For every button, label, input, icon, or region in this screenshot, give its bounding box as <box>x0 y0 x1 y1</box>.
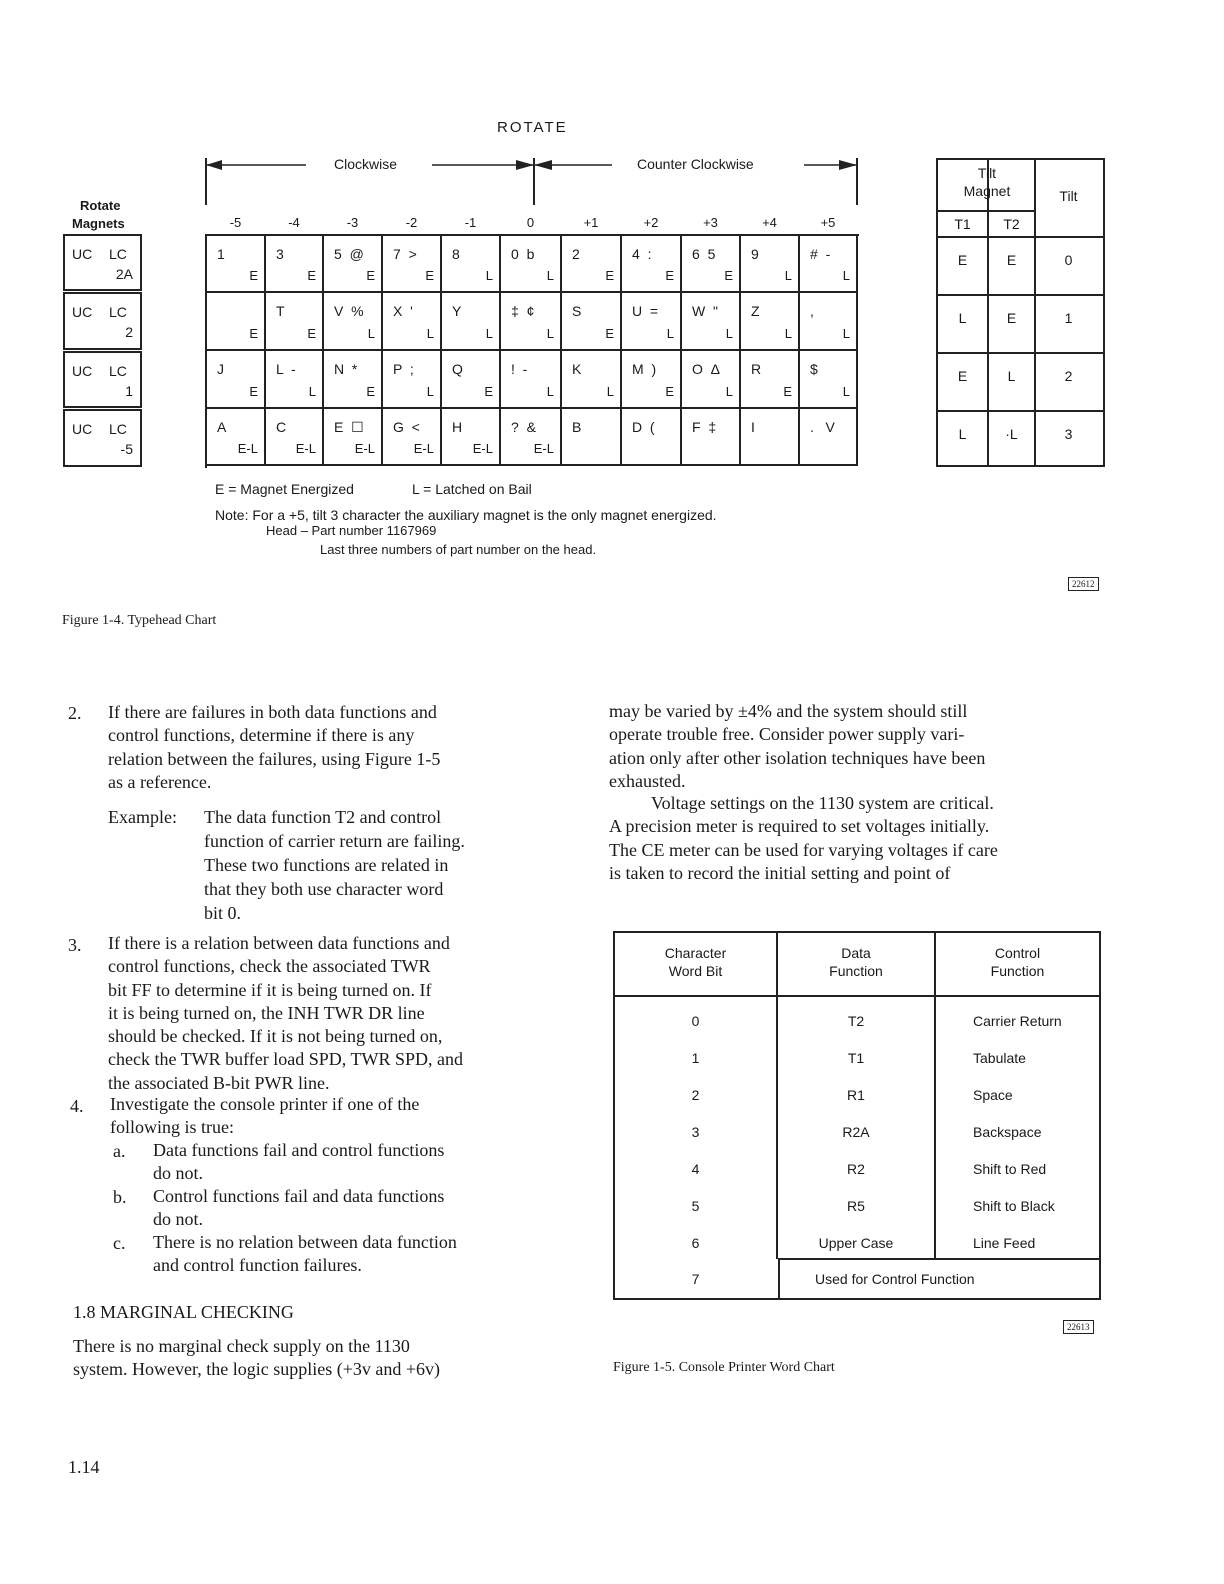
tilt-t2-value: E <box>1006 310 1017 326</box>
typehead-cell <box>800 236 858 293</box>
item-3-line: bit FF to determine if it is being turned on. If <box>108 979 432 1000</box>
legend-energized: E = Magnet Energized <box>215 481 354 497</box>
word-chart-bit: 5 <box>691 1198 700 1214</box>
typehead-cell <box>442 409 501 466</box>
typehead-cell <box>324 293 383 351</box>
tilt-magnet-header <box>938 164 1036 200</box>
cell-magnet-state: E <box>249 384 258 399</box>
cell-magnet-state: E-L <box>472 441 493 456</box>
rotate-magnet-box <box>63 409 142 467</box>
cell-magnet-state: E <box>366 384 375 399</box>
column-header: +4 <box>762 215 777 230</box>
typehead-cell <box>324 351 383 409</box>
paragraph-line: ation only after other isolation techniques have been <box>609 747 986 768</box>
section-text <box>73 1335 440 1382</box>
column-header: +2 <box>643 215 659 230</box>
column-header: +3 <box>703 215 718 230</box>
tilt-t2-value: ·L <box>1005 426 1018 442</box>
word-chart-data: R2 <box>847 1161 865 1177</box>
cell-characters: Y <box>452 303 462 319</box>
magnet-uc: UC <box>72 246 93 262</box>
cell-magnet-state: L <box>725 384 733 399</box>
column-header: -3 <box>346 215 359 230</box>
typehead-cell <box>266 409 324 466</box>
paragraph-line: A precision meter is required to set voltages initially. <box>609 816 990 837</box>
word-chart-header <box>778 944 934 980</box>
typehead-cell <box>442 293 501 351</box>
cell-characters: 3 <box>276 246 284 262</box>
cell-characters: ? & <box>511 419 536 435</box>
cell-characters: X ' <box>393 303 413 319</box>
note-line-1: Note: For a +5, tilt 3 character the auxiliary magnet is the only magnet energized. <box>215 507 717 523</box>
item-4-line: Investigate the console printer if one of the <box>110 1094 420 1114</box>
example-line: These two functions are related in <box>204 855 449 875</box>
typehead-cell <box>207 236 266 293</box>
item-4-text <box>110 1093 419 1140</box>
tilt-t2-value: L <box>1007 368 1016 384</box>
header-line: Character <box>664 945 727 961</box>
cell-magnet-state: L <box>546 326 554 341</box>
cell-characters: 6 5 <box>692 246 716 262</box>
cell-magnet-state: E <box>783 384 792 399</box>
header-line: Function <box>990 963 1045 979</box>
rotate-magnets-title-line2: Magnets <box>72 216 125 231</box>
cell-characters: . V <box>810 419 835 435</box>
cell-characters: 1 <box>217 246 225 262</box>
item-2-line: If there are failures in both data functions and <box>108 702 437 722</box>
magnet-uc: UC <box>72 363 93 379</box>
typehead-cell <box>682 351 741 409</box>
tilt-t1-value: E <box>957 368 968 384</box>
cell-magnet-state: E-L <box>354 441 375 456</box>
word-chart-merged-control: Used for Control Function <box>815 1271 975 1287</box>
typehead-cell <box>562 409 622 466</box>
cell-magnet-state: L <box>784 326 792 341</box>
cell-characters: E ☐ <box>334 419 364 435</box>
typehead-cell <box>622 236 682 293</box>
paragraph-line: may be varied by ±4% and the system should still <box>609 701 968 721</box>
cell-magnet-state: E-L <box>533 441 554 456</box>
tilt-t1-value: L <box>958 310 967 326</box>
cell-magnet-state: L <box>308 384 316 399</box>
cell-magnet-state: L <box>842 268 850 283</box>
item-4-number: 4. <box>70 1096 84 1116</box>
paragraph-line: The CE meter can be used for varying voltages if care <box>609 839 998 860</box>
cell-magnet-state: E <box>307 326 316 341</box>
typehead-cell <box>622 293 682 351</box>
cell-magnet-state: E <box>425 268 434 283</box>
sub-b-number: b. <box>113 1187 127 1207</box>
sub-c-line: There is no relation between data function <box>153 1232 457 1252</box>
cell-magnet-state: E <box>665 384 674 399</box>
clockwise-label: Clockwise <box>334 156 398 172</box>
console-printer-word-chart <box>613 931 1101 1300</box>
item-2-number: 2. <box>68 703 82 723</box>
cell-magnet-state: E <box>605 268 614 283</box>
cell-characters: A <box>217 419 227 435</box>
paragraph-line: Voltage settings on the 1130 system are critical. <box>651 793 994 813</box>
tilt-magnet-header-line2: Magnet <box>963 183 1011 199</box>
item-2-line: relation between the failures, using Figure 1-5 <box>108 748 441 769</box>
paragraph-line: operate trouble free. Consider power supply vari- <box>609 724 965 745</box>
typehead-cell <box>562 293 622 351</box>
word-chart-bit: 4 <box>691 1161 700 1177</box>
typehead-cell <box>501 409 562 466</box>
tilt-t2-value: E <box>1006 252 1017 268</box>
typehead-cell <box>266 236 324 293</box>
sub-a-number: a. <box>113 1141 126 1161</box>
item-2-text <box>108 701 440 794</box>
item-3-text <box>108 932 463 1095</box>
typehead-cell <box>442 351 501 409</box>
word-chart-data: R5 <box>847 1198 865 1214</box>
figure-id-22612: 22612 <box>1068 577 1099 591</box>
typehead-cell <box>207 293 266 351</box>
character-grid <box>205 234 859 468</box>
magnet-lc: LC <box>109 304 127 320</box>
cell-magnet-state: E-L <box>237 441 258 456</box>
example-line: bit 0. <box>204 903 242 923</box>
cell-magnet-state: L <box>546 384 554 399</box>
cell-magnet-state: E <box>366 268 375 283</box>
cell-characters: T <box>276 303 285 319</box>
magnet-lc: LC <box>109 363 127 379</box>
cell-characters: S <box>572 303 582 319</box>
cell-characters: J <box>217 361 224 377</box>
word-chart-control: Space <box>973 1087 1013 1103</box>
cell-characters: N * <box>334 361 358 377</box>
word-chart-control: Carrier Return <box>973 1013 1062 1029</box>
column-header: -1 <box>464 215 477 230</box>
typehead-cell <box>266 351 324 409</box>
cell-characters: C <box>276 419 287 435</box>
cell-magnet-state: E <box>249 268 258 283</box>
column-header: 0 <box>526 215 535 230</box>
word-chart-bit: 2 <box>691 1087 700 1103</box>
example-text <box>204 805 465 925</box>
cell-magnet-state: L <box>842 384 850 399</box>
word-chart-data: Upper Case <box>818 1235 894 1251</box>
typehead-cell <box>622 351 682 409</box>
typehead-cell <box>622 409 682 466</box>
voltage-paragraph-1 <box>609 700 985 793</box>
typehead-cell <box>324 409 383 466</box>
section-text-line: system. However, the logic supplies (+3v and +6v) <box>73 1359 441 1380</box>
typehead-cell <box>383 409 442 466</box>
magnet-lc: LC <box>109 421 127 437</box>
cell-magnet-state: E <box>307 268 316 283</box>
tilt-header: Tilt <box>1059 188 1078 204</box>
cell-characters: H <box>452 419 463 435</box>
word-chart-bit: 0 <box>691 1013 700 1029</box>
rotate-magnet-box <box>63 292 142 350</box>
magnet-uc: UC <box>72 421 93 437</box>
cell-magnet-state: L <box>485 268 493 283</box>
magnet-val: -5 <box>120 441 133 457</box>
cell-characters: B <box>572 419 582 435</box>
example-line: The data function T2 and control <box>204 807 442 827</box>
item-3-line: check the TWR buffer load SPD, TWR SPD, and <box>108 1049 463 1070</box>
sub-b-line: Control functions fail and data functions <box>153 1186 445 1206</box>
cell-magnet-state: E <box>665 268 674 283</box>
sub-c-number: c. <box>113 1233 126 1253</box>
typehead-cell <box>741 293 800 351</box>
typehead-cell <box>442 236 501 293</box>
word-chart-bit: 3 <box>691 1124 700 1140</box>
item-2-line: as a reference. <box>108 771 212 792</box>
column-header: +5 <box>820 215 836 230</box>
cell-characters: D ( <box>632 419 655 435</box>
cell-magnet-state: E-L <box>413 441 434 456</box>
sub-a-text <box>153 1139 444 1186</box>
magnet-val: 2A <box>115 266 133 282</box>
section-heading: 1.8 MARGINAL CHECKING <box>73 1302 294 1322</box>
item-3-line: control functions, check the associated TWR <box>108 956 431 977</box>
word-chart-data: R2A <box>842 1124 870 1140</box>
rotate-magnet-box <box>63 351 142 408</box>
tilt-tilt-value: 3 <box>1064 426 1073 442</box>
typehead-cell <box>501 351 562 409</box>
word-chart-bit: 6 <box>691 1235 700 1251</box>
cell-characters: U = <box>632 303 659 319</box>
typehead-cell <box>562 351 622 409</box>
rotate-magnet-box <box>63 234 142 291</box>
tilt-tilt-value: 2 <box>1064 368 1073 384</box>
cell-characters: ‡ ¢ <box>511 303 535 319</box>
cell-characters: Q <box>452 361 463 377</box>
figure-1-5-caption: Figure 1-5. Console Printer Word Chart <box>613 1360 835 1375</box>
example-line: function of carrier return are failing. <box>204 831 465 851</box>
sub-c-line: and control function failures. <box>153 1255 362 1276</box>
typehead-cell <box>741 409 800 466</box>
word-chart-header <box>615 944 776 980</box>
cell-magnet-state: E-L <box>295 441 316 456</box>
cell-characters: 4 : <box>632 246 652 262</box>
cell-characters: $ <box>810 361 818 377</box>
cell-characters: 8 <box>452 246 460 262</box>
header-line: Function <box>829 963 883 979</box>
typehead-cell <box>800 293 858 351</box>
sub-c-text <box>153 1231 457 1278</box>
paragraph-line: is taken to record the initial setting and point of <box>609 862 951 883</box>
cell-magnet-state: L <box>485 326 493 341</box>
item-3-number: 3. <box>68 935 82 955</box>
typehead-cell <box>501 293 562 351</box>
column-header: +1 <box>583 215 599 230</box>
sub-a-line: Data functions fail and control functions <box>153 1140 445 1160</box>
typehead-cell <box>682 236 741 293</box>
typehead-cell <box>207 409 266 466</box>
cell-magnet-state: L <box>666 326 674 341</box>
tilt-t1-value: L <box>958 426 967 442</box>
example-line: that they both use character word <box>204 879 444 899</box>
cell-characters: I <box>751 419 755 435</box>
item-3-line: the associated B-bit PWR line. <box>108 1072 330 1093</box>
sub-b-line: do not. <box>153 1209 204 1230</box>
typehead-cell <box>682 409 741 466</box>
cell-characters: 2 <box>572 246 580 262</box>
cell-magnet-state: L <box>842 326 850 341</box>
paragraph-line: exhausted. <box>609 770 686 791</box>
cell-characters: M ) <box>632 361 657 377</box>
word-chart-control: Tabulate <box>973 1050 1026 1066</box>
voltage-paragraph-2 <box>609 792 998 885</box>
cell-characters: ! - <box>511 361 528 377</box>
t2-header: T2 <box>1003 216 1020 232</box>
tilt-tilt-value: 1 <box>1064 310 1073 326</box>
typehead-cell <box>383 351 442 409</box>
t1-header: T1 <box>954 216 971 232</box>
note-line-3: Last three numbers of part number on the head. <box>320 542 597 557</box>
cell-magnet-state: L <box>426 326 434 341</box>
cell-magnet-state: L <box>367 326 375 341</box>
word-chart-data: T1 <box>847 1050 865 1066</box>
word-chart-bit: 1 <box>691 1050 700 1066</box>
header-line: Data <box>841 945 871 961</box>
sub-a-line: do not. <box>153 1163 204 1184</box>
column-header: -2 <box>405 215 418 230</box>
typehead-cell <box>383 236 442 293</box>
cell-characters: 7 > <box>393 246 417 262</box>
legend-latched: L = Latched on Bail <box>412 481 532 497</box>
cell-characters: , <box>810 303 814 319</box>
cell-magnet-state: E <box>484 384 493 399</box>
example-label: Example: <box>108 807 177 827</box>
cell-characters: W " <box>692 303 718 319</box>
typehead-cell <box>800 351 858 409</box>
sub-b-text <box>153 1185 444 1232</box>
cell-characters: # - <box>810 246 831 262</box>
rotate-title: ROTATE <box>497 119 568 136</box>
counter-clockwise-label: Counter Clockwise <box>637 156 754 172</box>
typehead-cell <box>383 293 442 351</box>
rotation-arrows <box>200 150 865 210</box>
figure-1-4-caption: Figure 1-4. Typehead Chart <box>62 613 217 628</box>
word-chart-control: Shift to Black <box>973 1198 1055 1214</box>
word-chart-data: R1 <box>847 1087 865 1103</box>
cell-characters: Z <box>751 303 760 319</box>
magnet-lc: LC <box>109 246 127 262</box>
word-chart-control: Shift to Red <box>973 1161 1047 1177</box>
cell-characters: G < <box>393 419 420 435</box>
item-3-line: should be checked. If it is not being turned on, <box>108 1026 443 1047</box>
cell-magnet-state: L <box>546 268 554 283</box>
column-header: -4 <box>288 215 300 230</box>
typehead-cell <box>207 351 266 409</box>
typehead-cell <box>741 351 800 409</box>
cell-characters: 0 b <box>511 246 535 262</box>
cell-characters: F ‡ <box>692 419 717 435</box>
word-chart-control: Line Feed <box>973 1235 1036 1251</box>
cell-characters: V % <box>334 303 364 319</box>
cell-characters: P ; <box>393 361 414 377</box>
cell-characters: 9 <box>751 246 759 262</box>
cell-magnet-state: L <box>426 384 434 399</box>
typehead-cell <box>266 293 324 351</box>
cell-characters: K <box>572 361 582 377</box>
word-chart-bit: 7 <box>691 1271 700 1287</box>
cell-magnet-state: E <box>605 326 614 341</box>
item-3-line: If there is a relation between data functions and <box>108 933 450 953</box>
item-2-line: control functions, determine if there is any <box>108 725 415 746</box>
cell-magnet-state: E <box>249 326 258 341</box>
typehead-cell <box>800 409 858 466</box>
item-4-line: following is true: <box>110 1117 234 1138</box>
word-chart-control: Backspace <box>973 1124 1042 1140</box>
cell-characters: R <box>751 361 762 377</box>
magnet-val: 1 <box>125 383 133 399</box>
column-header: -5 <box>229 215 242 230</box>
header-line: Control <box>994 945 1041 961</box>
cell-characters: O Δ <box>692 361 721 377</box>
tilt-table <box>936 158 1105 467</box>
rotate-magnets-title <box>72 197 125 233</box>
item-3-line: it is being turned on, the INH TWR DR line <box>108 1002 425 1023</box>
cell-magnet-state: L <box>784 268 792 283</box>
page-number: 1.14 <box>68 1457 100 1477</box>
typehead-cell <box>324 236 383 293</box>
word-chart-header <box>936 944 1099 980</box>
header-line: Word Bit <box>668 963 723 979</box>
cell-magnet-state: L <box>725 326 733 341</box>
cell-characters: 5 @ <box>334 246 364 262</box>
rotate-magnets-title-line1: Rotate <box>80 198 121 213</box>
typehead-cell <box>501 236 562 293</box>
tilt-magnet-header-line1: Tilt <box>977 165 997 181</box>
figure-id-22613: 22613 <box>1063 1320 1094 1334</box>
typehead-cell <box>682 293 741 351</box>
word-chart-data: T2 <box>847 1013 865 1029</box>
typehead-cell <box>562 236 622 293</box>
note-line-2: Head – Part number 1167969 <box>266 523 437 538</box>
tilt-tilt-value: 0 <box>1064 252 1073 268</box>
cell-magnet-state: E <box>724 268 733 283</box>
cell-characters: L - <box>276 361 296 377</box>
magnet-uc: UC <box>72 304 93 320</box>
typehead-cell <box>741 236 800 293</box>
cell-magnet-state: L <box>606 384 614 399</box>
magnet-val: 2 <box>125 324 133 340</box>
section-text-line: There is no marginal check supply on the 1130 <box>73 1336 410 1356</box>
tilt-t1-value: E <box>957 252 968 268</box>
